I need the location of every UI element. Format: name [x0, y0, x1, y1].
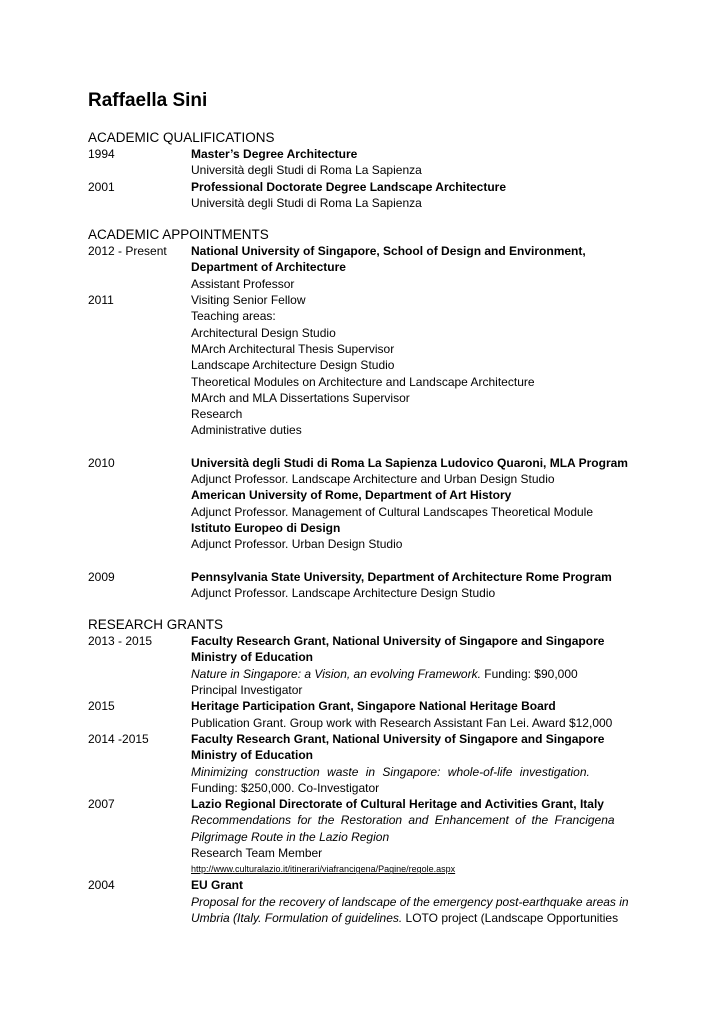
- project-title: Pilgrimage Route in the Lazio Region: [191, 829, 390, 844]
- project-title: Recommendations for the Restoration and Enhancement of the Francigena: [191, 813, 615, 828]
- entry-year: 1994: [88, 147, 115, 161]
- project-link[interactable]: http://www.culturalazio.it/itinerari/viafrancigena/Pagine/regole.aspx: [191, 864, 456, 875]
- grant-title: Ministry of Education: [191, 650, 314, 665]
- institution-name: American University of Rome, Department of Art History: [191, 488, 512, 503]
- position: Assistant Professor: [191, 276, 295, 291]
- entry-year: 2001: [88, 179, 115, 194]
- institution-name: Università degli Studi di Roma La Sapienza Ludovico Quaroni, MLA Program: [191, 455, 628, 470]
- grant-entry: [88, 731, 648, 796]
- teaching-area: Landscape Architecture Design Studio: [191, 358, 395, 373]
- grant-title: Faculty Research Grant, National University of Singapore and Singapore: [191, 731, 605, 746]
- qualification-entry: [88, 179, 648, 212]
- qualification-entry: [88, 146, 648, 179]
- position: Adjunct Professor. Urban Design Studio: [191, 537, 403, 552]
- position: Adjunct Professor. Landscape Architecture and Urban Design Studio: [191, 472, 555, 487]
- teaching-area: Research: [191, 407, 243, 422]
- institution-name: Pennsylvania State University, Department of Architecture Rome Program: [191, 569, 612, 584]
- entry-year: 2013 - 2015: [88, 634, 153, 649]
- appointment-entry: [88, 243, 648, 292]
- cv-page: [88, 90, 648, 926]
- degree-title: Professional Doctorate Degree Landscape Architecture: [191, 179, 506, 194]
- project-title: Minimizing construction waste in Singapore: whole-of-life investigation.: [191, 764, 590, 779]
- teaching-area: Theoretical Modules on Architecture and Landscape Architecture: [191, 374, 535, 389]
- section-title-appointments: ACADEMIC APPOINTMENTS: [88, 227, 269, 243]
- entry-year: 2007: [88, 797, 115, 812]
- teaching-area: MArch Architectural Thesis Supervisor: [191, 341, 395, 356]
- entry-year: 2012 - Present: [88, 244, 167, 259]
- entry-year: 2015: [88, 699, 115, 714]
- institution-name: National University of Singapore, School of Design and Environment,: [191, 244, 586, 259]
- grant-title: Ministry of Education: [191, 748, 314, 763]
- grant-title: Lazio Regional Directorate of Cultural Heritage and Activities Grant, Italy: [191, 797, 604, 812]
- position: Adjunct Professor. Management of Cultural Landscapes Theoretical Module: [191, 504, 594, 519]
- funding: Funding: $90,000: [480, 666, 578, 681]
- entry-year: 2004: [88, 878, 115, 893]
- grant-role: Principal Investigator: [191, 683, 303, 698]
- teaching-area: MArch and MLA Dissertations Supervisor: [191, 390, 410, 405]
- institution-name: Istituto Europeo di Design: [191, 520, 341, 535]
- grant-description: Publication Grant. Group work with Research Assistant Fan Lei. Award $12,000: [191, 715, 613, 730]
- institution: Università degli Studi di Roma La Sapienza: [191, 163, 422, 178]
- funding: Funding: $250,000. Co-Investigator: [191, 780, 380, 795]
- grant-title: EU Grant: [191, 878, 244, 893]
- project-title: Umbria (Italy. Formulation of guidelines.: [191, 910, 403, 925]
- grant-entry: [88, 698, 648, 731]
- position: Adjunct Professor. Landscape Architecture Design Studio: [191, 585, 496, 600]
- project-note: LOTO project (Landscape Opportunities: [402, 910, 619, 925]
- project-title: Proposal for the recovery of landscape of the emergency post-earthquake areas in: [191, 894, 629, 909]
- project-title: Nature in Singapore: a Vision, an evolving Framework.: [191, 666, 481, 681]
- appointment-entry: [88, 455, 648, 553]
- grant-role: Research Team Member: [191, 845, 323, 860]
- entry-year: 2010: [88, 455, 115, 470]
- appointment-line: Teaching areas:: [191, 309, 276, 324]
- appointment-entry: [88, 569, 648, 602]
- grant-title: Faculty Research Grant, National University of Singapore and Singapore: [191, 634, 605, 649]
- section-title-grants: RESEARCH GRANTS: [88, 617, 224, 633]
- appointment-line: Visiting Senior Fellow: [191, 293, 306, 308]
- institution: Università degli Studi di Roma La Sapienza: [191, 195, 422, 210]
- entry-year: 2011: [88, 293, 114, 308]
- entry-year: 2014 -2015: [88, 731, 149, 746]
- grant-entry: [88, 633, 648, 698]
- section-title-qualifications: ACADEMIC QUALIFICATIONS: [88, 130, 275, 145]
- appointment-entry: [88, 292, 648, 439]
- grant-entry: [88, 877, 648, 926]
- entry-year: 2009: [88, 569, 115, 584]
- grant-entry: [88, 796, 648, 877]
- grant-title: Heritage Participation Grant, Singapore National Heritage Board: [191, 699, 556, 714]
- teaching-area: Administrative duties: [191, 423, 302, 438]
- person-name: Raffaella Sini: [88, 90, 208, 111]
- degree-title: Master’s Degree Architecture: [191, 147, 358, 161]
- department-name: Department of Architecture: [191, 260, 346, 275]
- teaching-area: Architectural Design Studio: [191, 325, 336, 340]
